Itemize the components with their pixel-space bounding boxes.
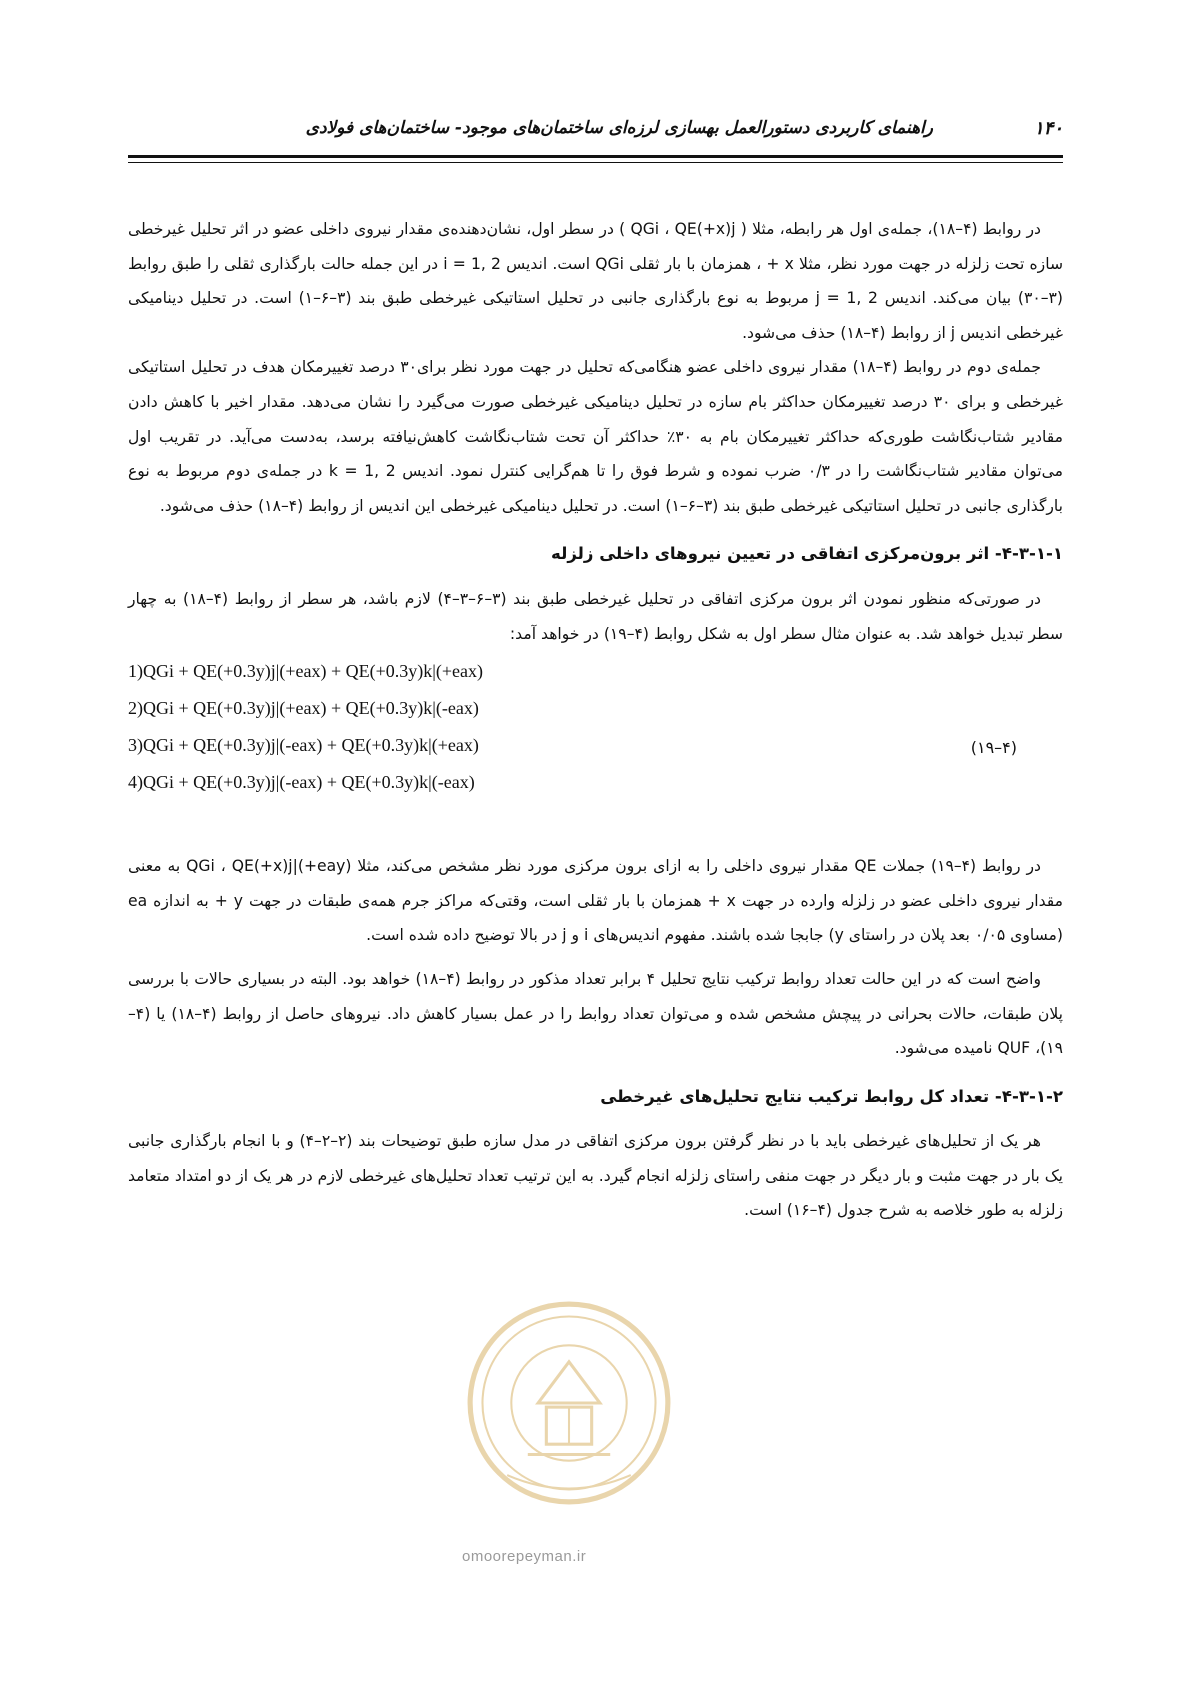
running-title: راهنمای کاربردی دستورالعمل بهسازی لرزه‌ای ساختمان‌های موجود- ساختمان‌های فولادی [305, 118, 933, 138]
section-heading-total-combinations: ۴-۳-۱-۲- تعداد کل روابط ترکیب نتایج تحلیل‌های غیرخطی [600, 1086, 1063, 1106]
equation-line: 1)QGi + QE(+0.3y)j|(+eax) + QE(+0.3y)k|(+eax) [128, 661, 484, 682]
paragraph-eccentricity-intro: در صورتی‌که منظور نمودن اثر برون مرکزی اتفاقی در تحلیل غیرخطی طبق بند (۳–۶–۳–۴) لازم باشد، هر سطر از روابط (۴–۱۸) به چهار سطر تبدیل خواهد شد. به عنوان مثال سطر اول به شکل روابط (۴–۱۹) در خواهد آمد: [128, 589, 1063, 643]
equation-line: 3)QGi + QE(+0.3y)j|(-eax) + QE(+0.3y)k|(+eax) [128, 735, 479, 756]
equation-number: (۴–۱۹) [970, 738, 1017, 758]
paragraph-nonlinear-analyses: هر یک از تحلیل‌های غیرخطی باید با در نظر گرفتن برون مرکزی اتفاقی در مدل سازه طبق توضیحات بند (۲–۲–۴) و با انجام بارگذاری جانبی یک بار در جهت مثبت و بار دیگر در جهت منفی راستای زلزله انجام گیرد. به این ترتیب تعداد تحلیل‌های غیرخطی لازم در هر یک از دو امتداد متعامد زلزله به طور خلاصه به شرح جدول (۴–۱۶) است. [128, 1132, 1063, 1220]
page-header [128, 118, 1063, 148]
page-body [128, 212, 1063, 1228]
page-number: ۱۴۰ [1033, 118, 1063, 139]
paragraph-qe-terms: در روابط (۴–۱۹) جملات QE مقدار نیروی داخلی را به ازای برون مرکزی مورد نظر مشخص می‌کند، مثلا QGi ، QE(+x)j|(+eay) به معنی مقدار نیروی داخلی عضو در زلزله وارده در جهت x + همزمان با بار ثقلی است، وقتی‌که مراکز جرم همه‌ی طبقات در جهت y + به اندازه ea (مساوی ۰/۰۵ بعد پلان در راستای y) جابجا شده باشند. مفهوم اندیس‌های i و j در بالا توضیح داده شده است. [128, 857, 1064, 945]
section-heading-accidental-eccentricity: ۴-۳-۱-۱- اثر برون‌مرکزی اتفاقی در تعیین نیروهای داخلی زلزله [551, 544, 1063, 564]
header-rule-thin [128, 162, 1063, 163]
equation-line: 4)QGi + QE(+0.3y)j|(-eax) + QE(+0.3y)k|(-eax) [128, 772, 475, 793]
paragraph-combination-count: واضح است که در این حالت تعداد روابط ترکیب نتایج تحلیل ۴ برابر تعداد مذکور در روابط (۴–۱۸) خواهد بود. البته در بسیاری حالات با بررسی پلان طبقات، حالات بحرانی در پیچش مشخص شده و می‌توان تعداد روابط را در عمل بسیار کاهش داد. نیروهای حاصل از روابط (۴–۱۸) یا (۴–۱۹)، QUF نامیده می‌شود. [128, 969, 1063, 1058]
paragraph-second-term: جمله‌ی دوم در روابط (۴–۱۸) مقدار نیروی داخلی عضو هنگامی‌که تحلیل در جهت مورد نظر برای۳۰ درصد تغییرمکان هدف در تحلیل استاتیکی غیرخطی و برای ۳۰ درصد تغییرمکان حداکثر بام سازه در تحلیل دینامیکی غیرخطی صورت می‌گیرد را نشان می‌دهد. مقدار اخیر با کاهش دادن مقادیر شتاب‌نگاشت طوری‌که حداکثر تغییرمکان بام به ۳۰٪ حداکثر آن تحت شتاب‌نگاشت کاهش‌نیافته برسد، به‌دست می‌آید. در تقریب اول می‌توان مقادیر شتاب‌نگاشت را در ۰/۳ ضرب نموده و شرط فوق را تا هم‌گرایی کنترل نمود. اندیس k = 1, 2 در جمله‌ی دوم مربوط به نوع بارگذاری جانبی در تحلیل استاتیکی غیرخطی طبق بند (۳–۶–۱) است. در تحلیل دینامیکی غیرخطی این اندیس از روابط (۴–۱۸) حذف می‌شود. [128, 358, 1063, 515]
equation-block [128, 653, 1063, 845]
paragraph-intro: در روابط (۴–۱۸)، جمله‌ی اول هر رابطه، مثلا ( QGi ، QE(+x)j ) در سطر اول، نشان‌دهنده‌ی مقدار نیروی داخلی عضو در اثر تحلیل غیرخطی سازه تحت زلزله در جهت مورد نظر، مثلا x + ، همزمان با بار ثقلی QGi است. اندیس i = 1, 2 در این جمله حالت بارگذاری ثقلی را طبق روابط (۳–۳۰) بیان می‌کند. اندیس j = 1, 2 مربوط به نوع بارگذاری جانبی در تحلیل استاتیکی غیرخطی طبق بند (۳–۶–۱) است. در تحلیل دینامیکی غیرخطی اندیس j از روابط (۴–۱۸) حذف می‌شود. [128, 220, 1064, 342]
header-rule-thick [128, 155, 1063, 158]
equation-line: 2)QGi + QE(+0.3y)j|(+eax) + QE(+0.3y)k|(-eax) [128, 698, 479, 719]
watermark-seal [466, 1300, 672, 1506]
watermark-site-text: omoorepeyman.ir [462, 1548, 587, 1565]
